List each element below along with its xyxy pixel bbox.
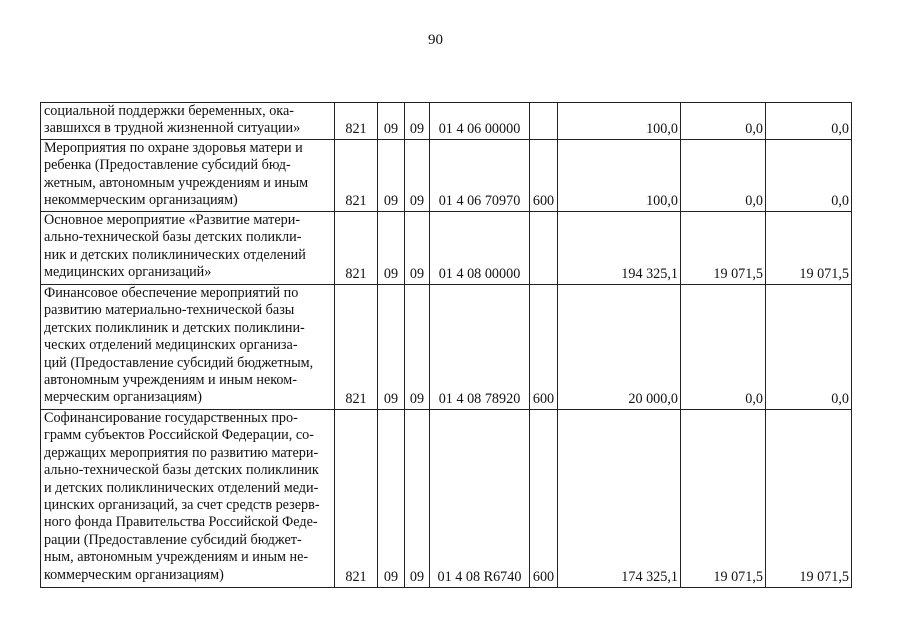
amount-3: 19 071,5 [766,212,852,285]
amount-1: 20 000,0 [558,285,681,410]
amount-1: 100,0 [558,140,681,212]
subsection-code: 09 [405,103,430,140]
expense-type: 600 [530,140,558,212]
target-article: 01 4 06 70970 [430,140,530,212]
table-row [41,212,852,285]
page-number: 90 [428,32,443,48]
subsection-code: 09 [405,285,430,410]
expense-type [530,103,558,140]
amount-1: 194 325,1 [558,212,681,285]
section-code: 09 [378,410,405,588]
ministry-code: 821 [335,212,378,285]
expense-type [530,212,558,285]
ministry-code: 821 [335,285,378,410]
target-article: 01 4 08 78920 [430,285,530,410]
row-description: Софинансирование государственных про- грамм субъектов Российской Федерации, со- держащих мероприятия по развитию матери- ально-технической базы детских поликлиник и детских поликлинических отделений меди- цинских организаций, за счет средств резерв- ного фонда Правительства Российской Феде- рации (Предоставление субсидий бюджет- ным, автономным учреждениям и иным не- коммерческим организациям) [41,410,335,588]
amount-1: 100,0 [558,103,681,140]
subsection-code: 09 [405,140,430,212]
amount-2: 0,0 [681,140,766,212]
target-article: 01 4 08 R6740 [430,410,530,588]
amount-2: 19 071,5 [681,410,766,588]
table-row [41,103,852,140]
row-description: Мероприятия по охране здоровья матери и ребенка (Предоставление субсидий бюд- жетным, автономным учреждениям и иным некоммерческим организациям) [41,140,335,212]
amount-3: 0,0 [766,140,852,212]
ministry-code: 821 [335,410,378,588]
subsection-code: 09 [405,410,430,588]
budget-table [40,102,852,588]
table-row [41,410,852,588]
ministry-code: 821 [335,103,378,140]
row-description: социальной поддержки беременных, ока- завшихся в трудной жизненной ситуации» [41,103,335,140]
expense-type: 600 [530,285,558,410]
amount-2: 19 071,5 [681,212,766,285]
amount-2: 0,0 [681,103,766,140]
row-description: Основное мероприятие «Развитие матери- ально-технической базы детских поликли- ник и детских поликлинических отделений медицинских организаций» [41,212,335,285]
section-code: 09 [378,285,405,410]
table-row [41,140,852,212]
amount-2: 0,0 [681,285,766,410]
table-row [41,285,852,410]
expense-type: 600 [530,410,558,588]
target-article: 01 4 06 00000 [430,103,530,140]
amount-3: 0,0 [766,103,852,140]
amount-3: 19 071,5 [766,410,852,588]
amount-3: 0,0 [766,285,852,410]
row-description: Финансовое обеспечение мероприятий по развитию материально-технической базы детских поликлиник и детских поликлини- ческих отделений медицинских организа- ций (Предоставление субсидий бюджетным, автономным учреждениям и иным неком- мерческим организациям) [41,285,335,410]
amount-1: 174 325,1 [558,410,681,588]
section-code: 09 [378,103,405,140]
section-code: 09 [378,140,405,212]
subsection-code: 09 [405,212,430,285]
section-code: 09 [378,212,405,285]
target-article: 01 4 08 00000 [430,212,530,285]
ministry-code: 821 [335,140,378,212]
